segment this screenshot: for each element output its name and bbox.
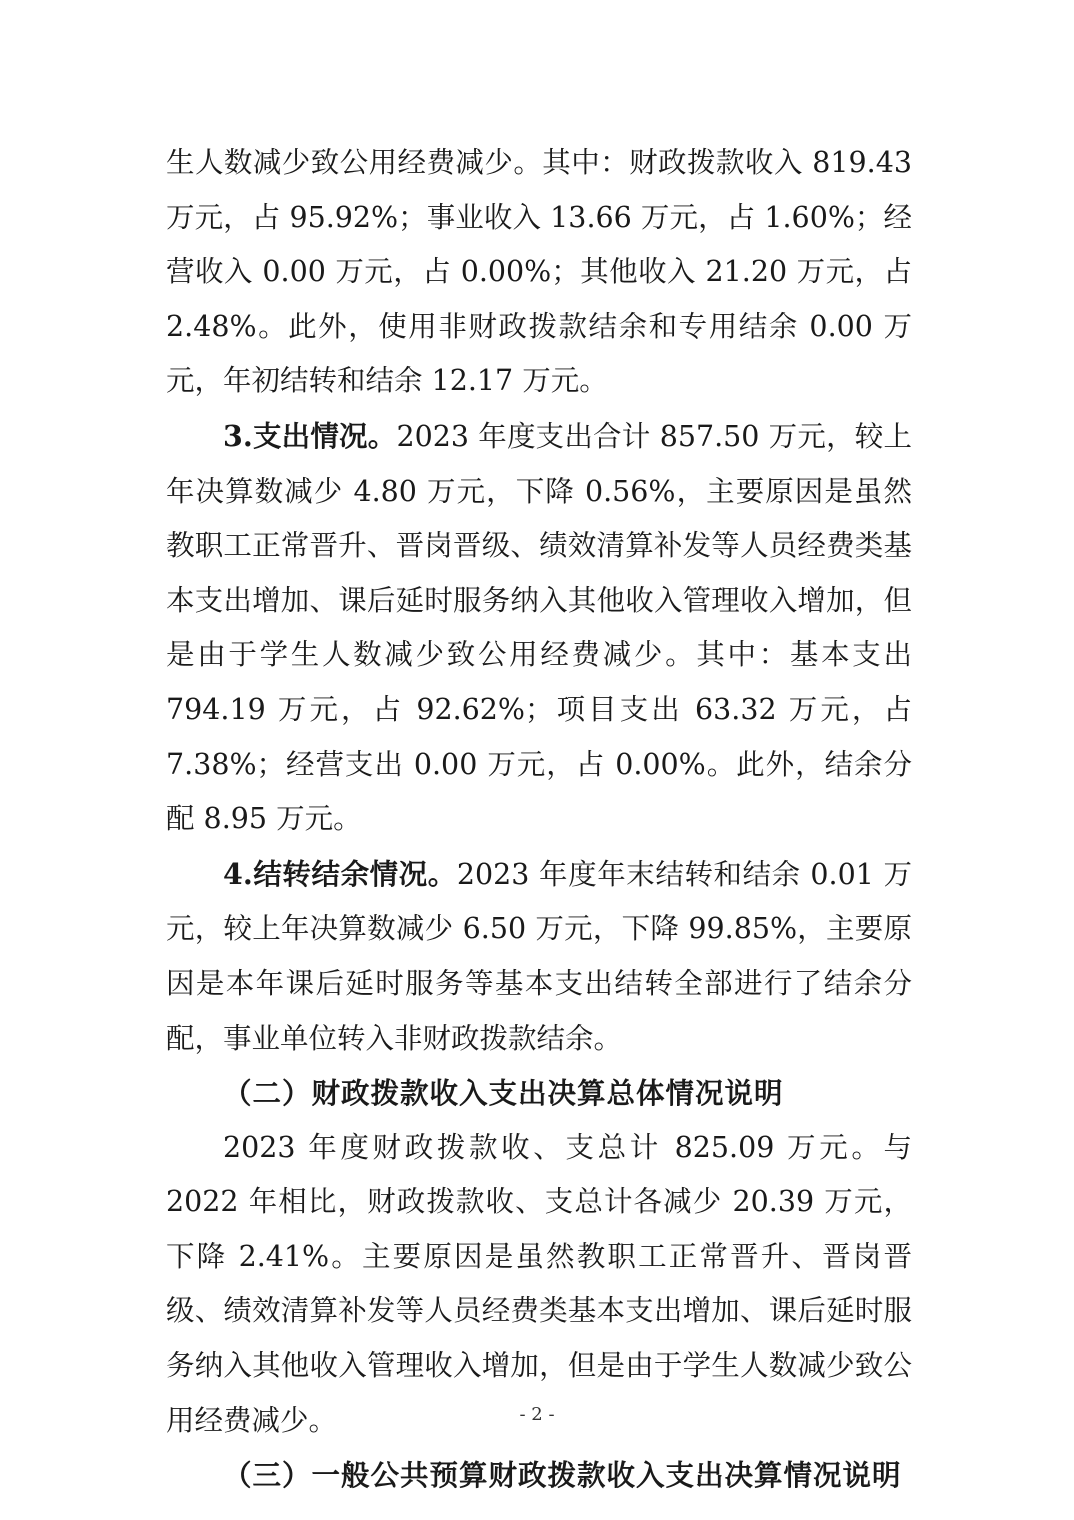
paragraph-text: 2023 年度财政拨款收、支总计 825.09 万元。与 2022 年相比，财政拨款收、支总计各减少 20.39 万元，下降 2.41%。主要原因是虽然教职工正常晋升、晋岗晋级、绩效清算补发等人员经费类基本支出增加、课后延时服务纳入其他收入管理收入增加，但是由于学生人数减少致公用经费减少。: [166, 1130, 912, 1437]
paragraph-fiscal-summary: [166, 1121, 912, 1449]
paragraph-text: 2023 年度年末结转和结余 0.01 万元，较上年决算数减少 6.50 万元，下降 99.85%，主要原因是本年课后延时服务等基本支出结转全部进行了结余分配，事业单位转入非财政拨款结余。: [166, 857, 912, 1055]
page-number: - 2 -: [519, 1404, 555, 1425]
heading-section-3: （三）一般公共预算财政拨款收入支出决算情况说明: [223, 1458, 902, 1493]
paragraph-expenditure: [166, 409, 912, 847]
section-lead-expenditure: 3.支出情况。: [223, 418, 397, 453]
paragraph-income-continued: [166, 136, 912, 409]
section-lead-carryover: 4.结转结余情况。: [223, 856, 457, 891]
document-body: [166, 136, 912, 1503]
paragraph-text: 2023 年度支出合计 857.50 万元，较上年决算数减少 4.80 万元，下降 0.56%，主要原因是虽然教职工正常晋升、晋岗晋级、绩效清算补发等人员经费类基本支出增加、课后延时服务纳入其他收入管理收入增加，但是由于学生人数减少致公用经费减少。其中：基本支出 794.19 万元，占 92.62%；项目支出 63.32 万元，占 7.38%；经营支出 0.00 万元，占 0.00%。此外，结余分配 8.95 万元。: [166, 419, 912, 836]
paragraph-text: 生人数减少致公用经费减少。其中：财政拨款收入 819.43 万元，占 95.92%；事业收入 13.66 万元，占 1.60%；经营收入 0.00 万元，占 0.00%；其他收入 21.20 万元，占 2.48%。此外，使用非财政拨款结余和专用结余 0.00 万元，年初结转和结余 12.17 万元。: [166, 146, 912, 398]
heading-section-2: （二）财政拨款收入支出决算总体情况说明: [223, 1076, 784, 1111]
paragraph-carryover: [166, 847, 912, 1066]
